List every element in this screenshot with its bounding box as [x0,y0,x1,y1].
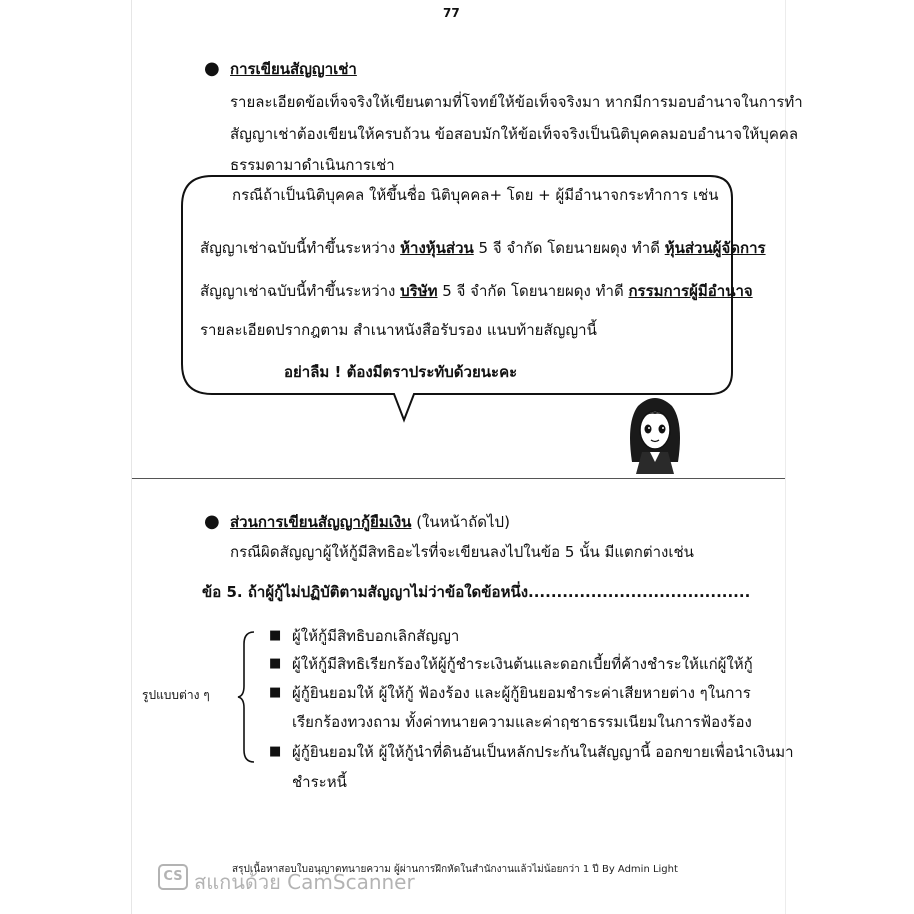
bubble-example-company [200,279,753,303]
paragraph-line: สัญญาเช่าต้องเขียนให้ครบถ้วน ข้อสอบมักให้ข้อเท็จจริงเป็นนิติบุคคลมอบอำนาจให้บุคคล [230,125,799,143]
left-brace-icon [236,630,256,764]
section-heading-lease: การเขียนสัญญาเช่า [230,60,357,78]
bubble-reminder: อย่าลืม ! ต้องมีตราประทับด้วยนะคะ [284,363,518,381]
square-bullet-icon: ■ [269,744,282,759]
square-bullet-icon: ■ [269,628,282,643]
bullet-icon: ● [204,511,220,532]
list-item: ผู้ให้กู้มีสิทธิบอกเลิกสัญญา [292,627,460,645]
heading-suffix: (ในหน้าถัดไป) [411,513,510,531]
list-item-continuation: ชำระหนี้ [292,773,347,791]
bubble-example-partnership [200,236,766,260]
list-item: ผู้กู้ยินยอมให้ ผู้ให้กู้นำที่ดินอันเป็นหลักประกันในสัญญานี้ ออกขายเพื่อนำเงินมา [292,743,794,761]
section-heading-loan [230,510,510,534]
list-item: ผู้กู้ยินยอมให้ ผู้ให้กู้ ฟ้องร้อง และผู้กู้ยินยอมชำระค่าเสียหายต่าง ๆในการ [292,684,751,702]
bubble-line: กรณีถ้าเป็นนิติบุคคล ให้ขึ้นชื่อ นิติบุคคล+ โดย + ผู้มีอำนาจกระทำการ เช่น [232,186,719,204]
page-footer: สรุปเนื้อหาสอบใบอนุญาตทนายความ ผู้ผ่านการฝึกหัดในสำนักงานแล้วไม่น้อยกว่า 1 ปี By Admin Light [232,864,678,875]
text-segment: 5 จี จำกัด โดยนายผดุง ทำดี [473,239,665,257]
page-number: 77 [443,6,460,20]
scanner-watermark: สแกนด้วย CamScanner [194,870,415,894]
paragraph-line: รายละเอียดข้อเท็จจริงให้เขียนตามที่โจทย์ให้ข้อเท็จจริงมา หากมีการมอบอำนาจในการทำ [230,93,803,111]
intro-line: กรณีผิดสัญญาผู้ให้กู้มีสิทธิอะไรที่จะเขียนลงไปในข้อ 5 นั้น มีแตกต่างเช่น [230,543,694,561]
text-segment: 5 จี จำกัด โดยนายผดุง ทำดี [437,282,629,300]
square-bullet-icon: ■ [269,656,282,671]
camscanner-logo-icon: CS [158,864,188,890]
cartoon-woman-icon [624,392,686,474]
underlined-term: ห้างหุ้นส่วน [400,239,474,257]
square-bullet-icon: ■ [269,685,282,700]
clause-5: ข้อ 5. ถ้าผู้กู้ไม่ปฏิบัติตามสัญญาไม่ว่าข้อใดข้อหนึ่ง....................................... [202,583,751,601]
text-segment: สัญญาเช่าฉบับนี้ทำขึ้นระหว่าง [200,282,401,300]
heading-text: ส่วนการเขียนสัญญากู้ยืมเงิน [230,513,412,531]
underlined-term: บริษัท [400,282,438,300]
underlined-term: หุ้นส่วนผู้จัดการ [664,239,766,257]
paragraph-line: ธรรมดามาดำเนินการเช่า [230,156,395,174]
bullet-icon: ● [204,58,220,79]
side-label: รูปแบบต่าง ๆ [142,688,210,702]
document-page [131,0,803,914]
list-item: ผู้ให้กู้มีสิทธิเรียกร้องให้ผู้กู้ชำระเงินต้นและดอกเบี้ยที่ค้างชำระให้แก่ผู้ให้กู้ [292,655,753,673]
bubble-line: รายละเอียดปรากฎตาม สำเนาหนังสือรับรอง แนบท้ายสัญญานี้ [200,321,597,339]
underlined-term: กรรมการผู้มีอำนาจ [628,282,753,300]
list-item-continuation: เรียกร้องทวงถาม ทั้งค่าทนายความและค่าฤชาธรรมเนียมในการฟ้องร้อง [292,713,752,731]
section-divider [132,478,785,479]
text-segment: สัญญาเช่าฉบับนี้ทำขึ้นระหว่าง [200,239,401,257]
